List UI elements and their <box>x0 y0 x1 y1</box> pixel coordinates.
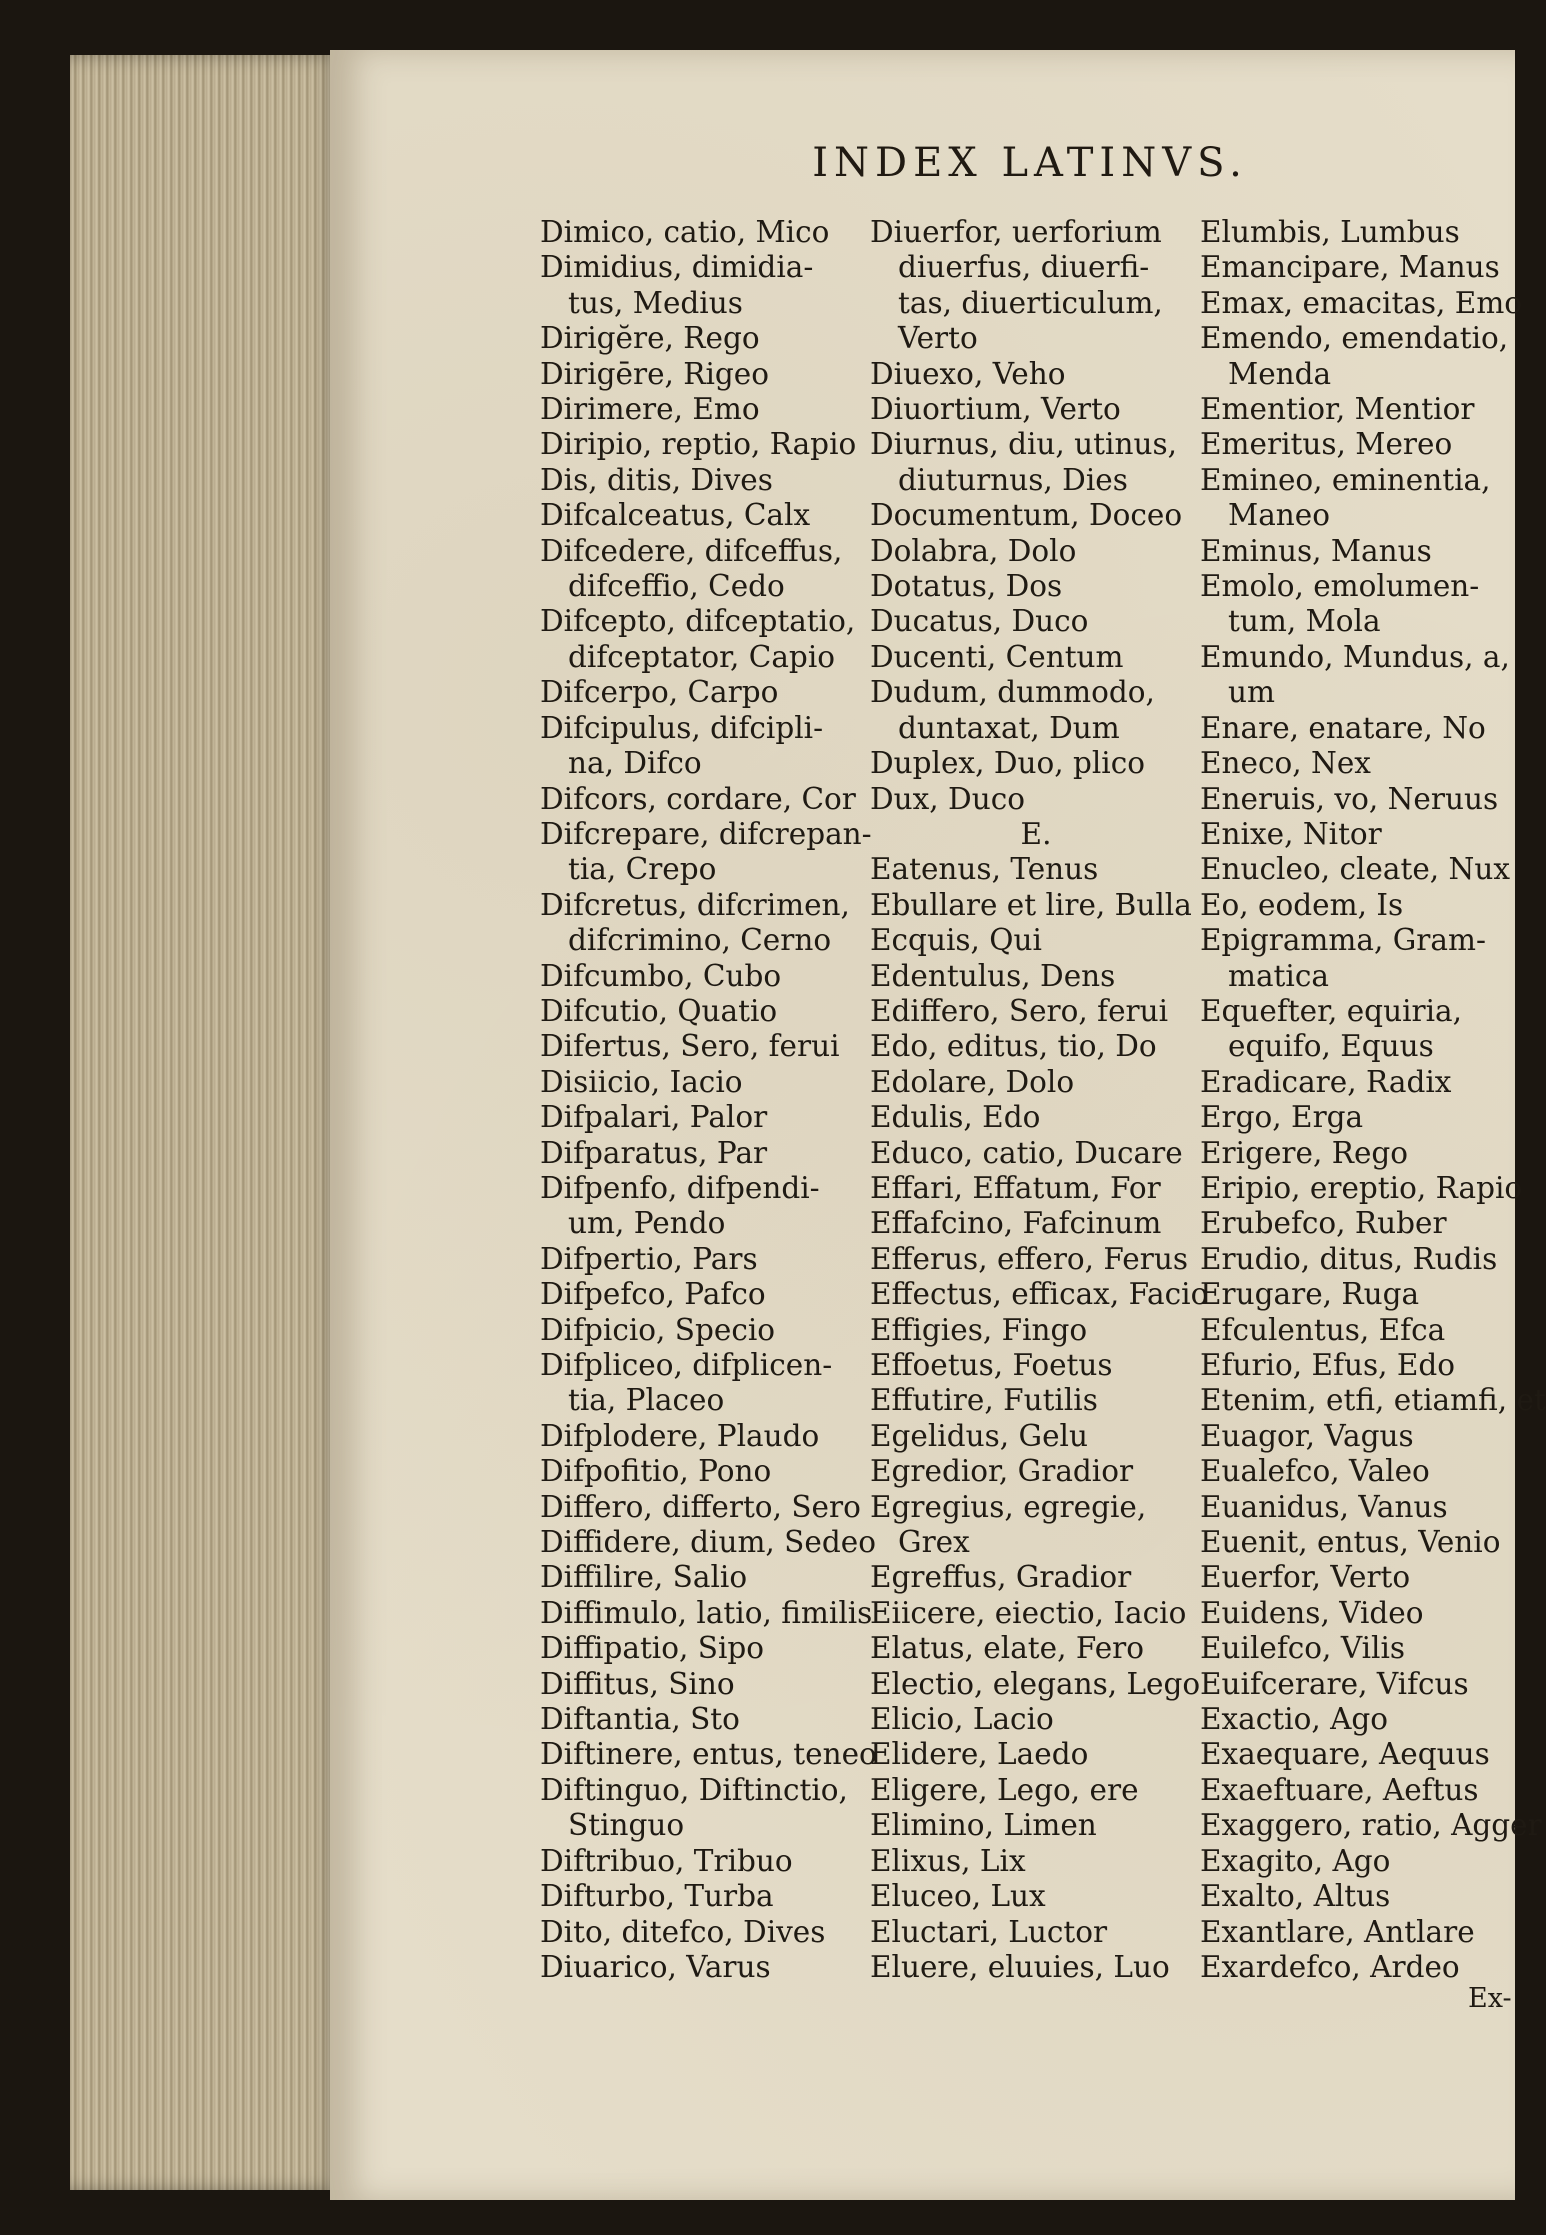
index-entry: Dirigĕre, Rego <box>540 321 760 356</box>
index-entry: Grex <box>898 1525 970 1560</box>
index-entry: Eneruis, vo, Neruus <box>1200 781 1499 816</box>
index-entry: Difpenfo, difpendi- <box>540 1170 820 1205</box>
index-entry: Eatenus, Tenus <box>870 852 1099 887</box>
index-entry: Difpofitio, Pono <box>540 1454 772 1489</box>
index-entry: Disiicio, Iacio <box>540 1064 743 1099</box>
index-entry: Diuerfor, uerforium <box>870 215 1162 249</box>
index-entry: Ecquis, Qui <box>870 923 1042 958</box>
index-entry: Egreffus, Gradior <box>870 1560 1132 1595</box>
index-entry: Etenim, etfi, etiamfi, et <box>1200 1383 1546 1418</box>
index-entry: Enare, enatare, No <box>1200 710 1486 745</box>
index-entry: Effigies, Fingo <box>870 1312 1088 1347</box>
catchword: Ex- <box>1468 1983 1512 2014</box>
index-entry: Exactio, Ago <box>1200 1702 1389 1737</box>
index-entry: Eluctari, Luctor <box>870 1914 1108 1949</box>
index-entry: na, Difco <box>568 746 702 781</box>
index-entry: Euilefco, Vilis <box>1200 1631 1406 1666</box>
index-entry: Elumbis, Lumbus <box>1200 215 1460 249</box>
index-entry: Diffipatio, Sipo <box>540 1631 765 1666</box>
index-entry: Difcretus, difcrimen, <box>540 887 850 922</box>
index-entry: Enixe, Nitor <box>1200 816 1382 851</box>
index-entry: Elicio, Lacio <box>870 1702 1054 1737</box>
index-entry: Egelidus, Gelu <box>870 1418 1088 1453</box>
index-entry: difceffio, Cedo <box>568 569 785 604</box>
index-entry: Difcors, cordare, Cor <box>540 781 856 816</box>
index-entry: Euifcerare, Vifcus <box>1200 1666 1469 1701</box>
index-entry: Dimidius, dimidia- <box>540 250 814 285</box>
index-entry: Exaequare, Aequus <box>1200 1737 1490 1772</box>
index-entry: Diftinere, entus, teneo <box>540 1737 877 1772</box>
index-entry: Enucleo, cleate, Nux <box>1200 852 1510 887</box>
index-entry: Exagito, Ago <box>1200 1843 1391 1878</box>
index-entry: tia, Crepo <box>568 852 717 887</box>
index-entry: Euerfor, Verto <box>1200 1560 1411 1595</box>
index-entry: Diurnus, diu, utinus, <box>870 427 1177 462</box>
index-entry: Eluceo, Lux <box>870 1879 1046 1914</box>
index-column-2 <box>870 215 1209 1985</box>
index-entry: Dux, Duco <box>870 781 1025 816</box>
index-entry: equifo, Equus <box>1228 1029 1434 1064</box>
index-entry: Verto <box>898 321 978 356</box>
index-entry: Euidens, Video <box>1200 1595 1424 1630</box>
index-entry: Eo, eodem, Is <box>1200 887 1404 922</box>
index-entry: tum, Mola <box>1228 604 1381 639</box>
index-entry: Exaggero, ratio, Agger <box>1200 1808 1542 1843</box>
index-entry: Difcerpo, Carpo <box>540 675 779 710</box>
index-entry: Dito, ditefco, Dives <box>540 1914 826 1949</box>
index-entry: Dudum, dummodo, <box>870 675 1155 710</box>
index-entry: Diftantia, Sto <box>540 1702 740 1737</box>
index-entry: Dirigēre, Rigeo <box>540 356 770 391</box>
index-entry: Elatus, elate, Fero <box>870 1631 1145 1666</box>
index-entry: Difplodere, Plaudo <box>540 1418 820 1453</box>
index-entry: Diffilire, Salio <box>540 1560 748 1595</box>
index-entry: Effafcino, Fafcinum <box>870 1206 1162 1241</box>
index-entry: Ebullare et lire, Bulla <box>870 887 1192 922</box>
index-entry: Dotatus, Dos <box>870 569 1063 604</box>
index-entry: Exardefco, Ardeo <box>1200 1949 1460 1984</box>
index-entry: Ementior, Mentior <box>1200 392 1475 427</box>
index-entry: Emax, emacitas, Emo <box>1200 285 1523 320</box>
index-entry: Diripio, reptio, Rapio <box>540 427 857 462</box>
index-entry: Emancipare, Manus <box>1200 250 1500 285</box>
index-entry: Difcutio, Quatio <box>540 993 778 1028</box>
index-entry: Eluere, eluuies, Luo <box>870 1949 1170 1984</box>
index-entry: Diffitus, Sino <box>540 1666 735 1701</box>
index-entry: Ergo, Erga <box>1200 1100 1364 1135</box>
index-entry: Euenit, entus, Venio <box>1200 1525 1501 1560</box>
index-entry: Edentulus, Dens <box>870 958 1116 993</box>
index-entry: Ducenti, Centum <box>870 639 1124 674</box>
index-entry: diuerfus, diuerfi- <box>898 250 1150 285</box>
index-entry: Difcedere, difceffus, <box>540 533 843 568</box>
index-entry: Eiicere, eiectio, Iacio <box>870 1595 1187 1630</box>
index-entry: Edulis, Edo <box>870 1100 1041 1135</box>
index-entry: Diuortium, Verto <box>870 392 1121 427</box>
index-entry: Difpliceo, difplicen- <box>540 1348 833 1382</box>
index-entry: Eradicare, Radix <box>1200 1064 1452 1099</box>
index-entry: Difcipulus, difcipli- <box>540 710 824 745</box>
book-page-edges <box>70 55 340 2190</box>
index-entry: Effutire, Futilis <box>870 1383 1098 1418</box>
index-entry: diuturnus, Dies <box>898 462 1128 497</box>
index-entry: Educo, catio, Ducare <box>870 1135 1183 1170</box>
index-entry: Effari, Effatum, For <box>870 1170 1161 1205</box>
index-entry: Menda <box>1228 356 1332 391</box>
index-entry: Difcumbo, Cubo <box>540 958 782 993</box>
index-entry: tia, Placeo <box>568 1383 725 1418</box>
index-entry: Differo, differto, Sero <box>540 1489 861 1524</box>
index-entry: difceptator, Capio <box>568 639 836 674</box>
index-entry: Efculentus, Efca <box>1200 1312 1446 1347</box>
index-entry: Emeritus, Mereo <box>1200 427 1453 462</box>
index-entry: difcrimino, Cerno <box>568 923 832 958</box>
index-entry: Diuexo, Veho <box>870 356 1066 391</box>
index-entry: Difturbo, Turba <box>540 1879 774 1914</box>
index-entry: Erubefco, Ruber <box>1200 1206 1447 1241</box>
index-entry: Effectus, efficax, Facio <box>870 1277 1209 1312</box>
index-entry: Efferus, effero, Ferus <box>870 1241 1188 1276</box>
index-entry: Exaeftuare, Aeftus <box>1200 1772 1479 1807</box>
index-entry: Emundo, Mundus, a, <box>1200 639 1510 674</box>
index-entry: um, Pendo <box>568 1206 726 1241</box>
index-entry: Difcepto, difceptatio, <box>540 604 856 639</box>
index-entry: Difparatus, Par <box>540 1135 768 1170</box>
index-entry: Difpicio, Specio <box>540 1312 776 1347</box>
index-entry: Diffimulo, latio, fimilis <box>540 1595 873 1630</box>
page-title: INDEX LATINVS. <box>812 140 1248 186</box>
index-entry: Difcalceatus, Calx <box>540 498 811 533</box>
index-entry: tus, Medius <box>568 285 743 320</box>
index-entry: Euanidus, Vanus <box>1200 1489 1448 1524</box>
index-entry: Electio, elegans, Lego <box>870 1666 1201 1701</box>
index-entry: matica <box>1228 958 1329 993</box>
index-entry: Ducatus, Duco <box>870 604 1089 639</box>
index-entry: Diftribuo, Tribuo <box>540 1843 793 1878</box>
index-column-1 <box>540 215 877 1985</box>
index-entry: Erigere, Rego <box>1200 1135 1409 1170</box>
index-column-3 <box>1200 215 1546 1985</box>
index-entry: Ediffero, Sero, ferui <box>870 993 1169 1028</box>
index-entry: Diftinguo, Diftinctio, <box>540 1772 848 1807</box>
index-entry: Exantlare, Antlare <box>1200 1914 1475 1949</box>
index-entry: Difpefco, Pafco <box>540 1277 766 1312</box>
index-entry: duntaxat, Dum <box>898 710 1120 745</box>
index-entry: Eminus, Manus <box>1200 533 1432 568</box>
index-entry: Duplex, Duo, plico <box>870 746 1146 781</box>
index-entry: Epigramma, Gram- <box>1200 923 1486 958</box>
index-entry: E. <box>1020 816 1052 851</box>
index-entry: Dirimere, Emo <box>540 392 760 427</box>
index-entry: Eneco, Nex <box>1200 746 1371 781</box>
index-entry: Emendo, emendatio, <box>1200 321 1509 356</box>
index-entry: Documentum, Doceo <box>870 498 1183 533</box>
index-entry: Emineo, eminentia, <box>1200 462 1491 497</box>
index-entry: Diuarico, Varus <box>540 1949 771 1984</box>
index-entry: Equefter, equiria, <box>1200 993 1462 1028</box>
index-entry: Stinguo <box>568 1808 685 1843</box>
index-entry: Edo, editus, tio, Do <box>870 1029 1157 1064</box>
index-entry: Erugare, Ruga <box>1200 1277 1420 1312</box>
index-entry: Effoetus, Foetus <box>870 1348 1113 1382</box>
index-entry: Eligere, Lego, ere <box>870 1772 1139 1807</box>
index-entry: Dis, ditis, Dives <box>540 462 773 497</box>
index-entry: Edolare, Dolo <box>870 1064 1075 1099</box>
index-entry: tas, diuerticulum, <box>898 285 1163 320</box>
index-entry: Elidere, Laedo <box>870 1737 1089 1772</box>
index-entry: Euagor, Vagus <box>1200 1418 1414 1453</box>
index-entry: Emolo, emolumen- <box>1200 569 1480 604</box>
index-entry: Dimico, catio, Mico <box>540 215 830 249</box>
index-entry: Maneo <box>1228 498 1331 533</box>
index-entry: Efurio, Efus, Edo <box>1200 1348 1456 1382</box>
index-entry: Elixus, Lix <box>870 1843 1026 1878</box>
index-entry: Erudio, ditus, Rudis <box>1200 1241 1498 1276</box>
index-entry: Eualefco, Valeo <box>1200 1454 1430 1489</box>
index-entry: Dolabra, Dolo <box>870 533 1077 568</box>
index-entry: Elimino, Limen <box>870 1808 1097 1843</box>
index-entry: Difpalari, Palor <box>540 1100 768 1135</box>
index-entry: Eripio, ereptio, Rapio <box>1200 1170 1523 1205</box>
index-entry: um <box>1228 675 1275 710</box>
index-entry: Difcrepare, difcrepan- <box>540 816 872 851</box>
index-entry: Diffidere, dium, Sedeo <box>540 1525 876 1560</box>
index-entry: Difpertio, Pars <box>540 1241 758 1276</box>
index-entry: Egredior, Gradior <box>870 1454 1134 1489</box>
index-entry: Egregius, egregie, <box>870 1489 1147 1524</box>
index-entry: Difertus, Sero, ferui <box>540 1029 840 1064</box>
index-entry: Exalto, Altus <box>1200 1879 1391 1914</box>
